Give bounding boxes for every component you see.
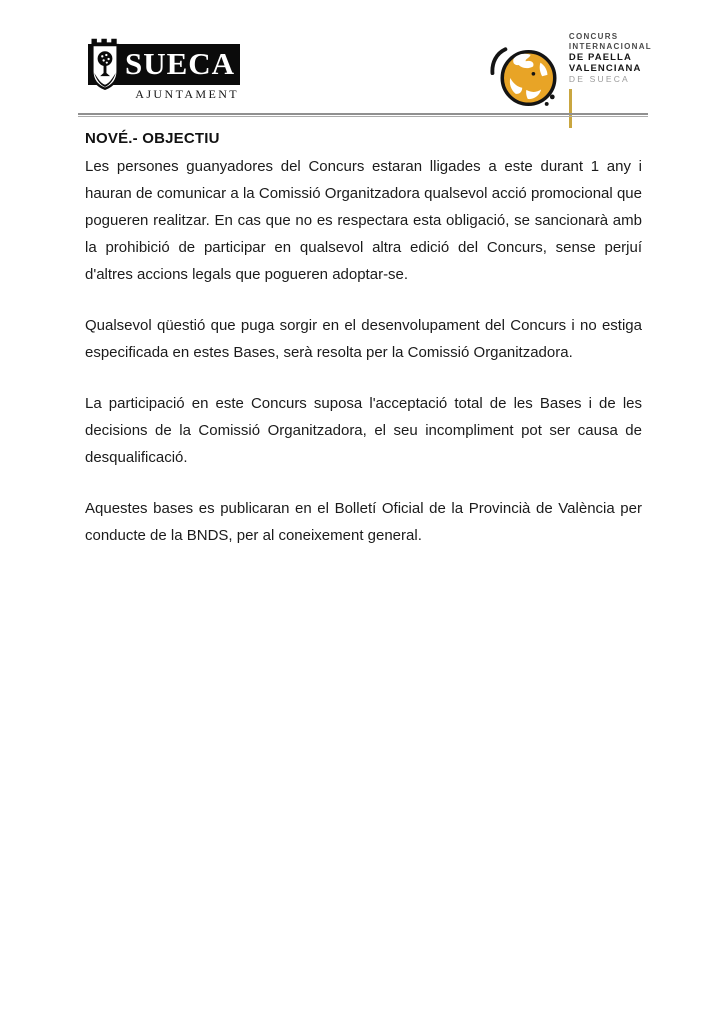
paella-logo-line: CONCURS [568, 32, 619, 41]
sueca-logo-title: SUECA [124, 46, 236, 81]
paella-logo-dots [569, 89, 652, 128]
document-content [85, 127, 642, 573]
paragraph: Qualsevol qüestió que puga sorgir en el desenvolupament del Concurs i no estiga especificada en estes Bases, serà resolta per la Comissió Organitzadora. [85, 317, 642, 361]
paella-logo-line: INTERNACIONAL [568, 42, 652, 51]
paella-logo-line: DE SUECA [568, 74, 630, 84]
globe-paella-pan-icon [490, 43, 560, 113]
sueca-shield-icon [87, 35, 123, 98]
paragraph: La participació en este Concurs suposa l'acceptació total de les Bases i de les decisions de la Comissió Organitzadora, el seu incompliment pot ser causa de desqualificació. [85, 395, 642, 466]
header-divider [78, 113, 648, 117]
paella-logo-line: VALENCIANA [568, 63, 642, 74]
paragraph: Les persones guanyadores del Concurs estaran lligades a este durant 1 any i hauran de comunicar a la Comissió Organitzadora qualsevol acció promocional que pogueren realitzar. En cas que no es respectara esta obligació, se sancionarà amb la prohibició de participar en qualsevol altra edició del Concurs, sense perjuí d'altres accions legals que pogueren adoptar-se. [85, 158, 642, 283]
sueca-ajuntament-logo [88, 40, 240, 102]
section-heading: NOVÉ.- OBJECTIU [85, 130, 220, 147]
sueca-logo-subtitle: AJUNTAMENT [135, 87, 239, 101]
paella-logo-line: DE PAELLA [568, 52, 632, 63]
paragraph: Aquestes bases es publicaran en el Bolletí Oficial de la Provincià de València per conducte de la BNDS, per al coneixement general. [85, 500, 642, 544]
